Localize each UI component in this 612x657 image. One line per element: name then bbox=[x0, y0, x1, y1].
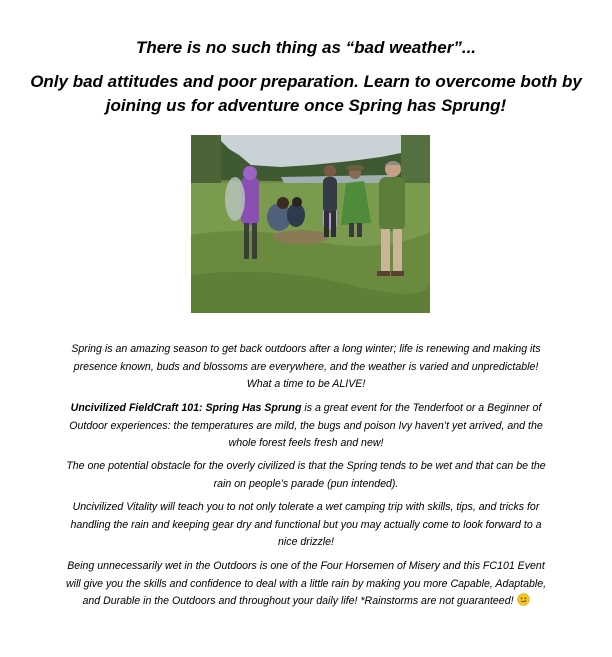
paragraph-event-description bbox=[64, 400, 548, 453]
paragraph-closing bbox=[64, 558, 548, 611]
photo-illustration bbox=[191, 135, 430, 313]
paragraph-spring-intro: Spring is an amazing season to get back outdoors after a long winter; life is renewing and making its presence known, buds and blossoms are everywhere, and the weather is varied and unpredictable! What a time to be ALIVE! bbox=[71, 343, 541, 390]
group-outdoors-photo bbox=[191, 135, 430, 313]
closing-text: Being unnecessarily wet in the Outdoors is one of the Four Horsemen of Misery and this FC101 Event will give you the skills and confidence to deal with a little rain by making you more Capable, Adaptable, and Durable in the Outdoors and throughout your daily life! *Rainstorms are not guaranteed! bbox=[65, 560, 547, 607]
paragraph-teaching: Uncivilized Vitality will teach you to not only tolerate a wet camping trip with skills, tips, and tricks for handling the rain and keeping gear dry and functional but you may actually come to look forward to a nice drizzle! bbox=[70, 501, 542, 548]
event-name: Uncivilized FieldCraft 101: Spring Has Sprung bbox=[70, 402, 302, 414]
headline-line-2: Only bad attitudes and poor preparation. Learn to overcome both by joining us for adventure once Spring has Sprung! bbox=[30, 72, 582, 115]
paragraph-obstacle: The one potential obstacle for the overly civilized is that the Spring tends to be wet and that can be the rain on people’s parade (pun intended). bbox=[66, 460, 546, 490]
smiley-emoji-icon bbox=[517, 593, 530, 606]
headline-line-1: There is no such thing as “bad weather”... bbox=[135, 38, 477, 57]
event-description-text: is a great event for the Tenderfoot or a Beginner of Outdoor experiences: the temperatures are mild, the bugs and poison Ivy haven’t yet arrived, and the whole forest feels fresh and new! bbox=[69, 402, 543, 449]
